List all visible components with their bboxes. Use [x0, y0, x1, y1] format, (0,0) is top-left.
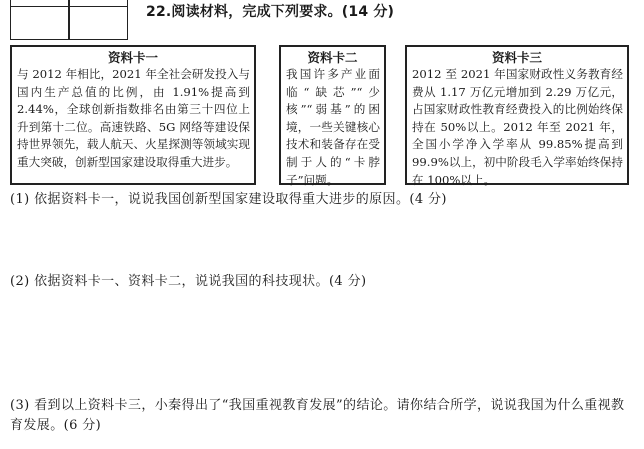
- question-2: (2) 依据资料卡一、资料卡二，说说我国的科技现状。(4 分): [10, 274, 367, 289]
- question-header: 22.阅读材料，完成下列要求。(14 分): [146, 4, 395, 20]
- material-card-1: [10, 45, 256, 185]
- score-grid: [10, 0, 126, 40]
- material-card-2: [279, 45, 386, 185]
- card-body: 2012 至 2021 年国家财政性义务教育经费从 1.17 万亿元增加到 2.29 万亿元，占国家财政性教育经费投入的比例始终保持在 50%以上。2012 年至 2021 年，全国小学净入学率从 99.85%提高到 99.9%以上，初中阶段毛入学率始终保持在 100%以上。: [412, 67, 623, 187]
- question-1: (1) 依据资料卡一，说说我国创新型国家建设取得重大进步的原因。(4 分): [10, 192, 447, 207]
- card-body: 与 2012 年相比，2021 年全社会研发投入与国内生产总值的比例，由 1.91%提高到 2.44%，全球创新指数排名由第三十四位上升到第十二位。高速铁路、5G 网络等建设保持世界领先，载人航天、火星探测等领域实现重大突破，创新型国家建设取得重大进步。: [17, 67, 250, 169]
- question-3: (3) 看到以上资料卡三，小秦得出了“我国重视教育发展”的结论。请你结合所学，说说我国为什么重视教育发展。(6 分): [10, 398, 625, 433]
- card-title: 资料卡一: [107, 50, 158, 65]
- card-title: 资料卡二: [307, 50, 358, 65]
- score-grid-cell: [10, 0, 128, 7]
- card-body: 我国许多产业面临“缺芯”“少核”“弱基”的困境，一些关键核心技术和装备存在受制于人的“卡脖子”问题。: [286, 67, 380, 187]
- card-title: 资料卡三: [491, 50, 542, 65]
- material-card-3: [405, 45, 629, 185]
